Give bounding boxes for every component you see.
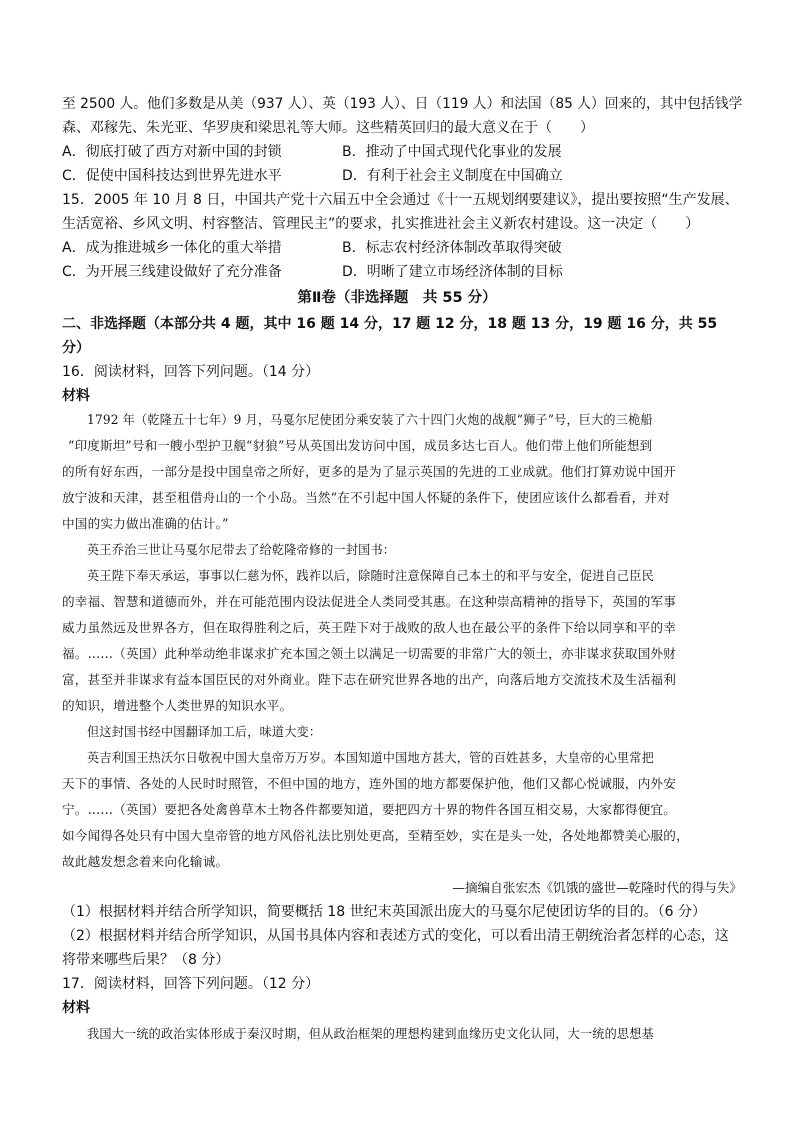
q16-prompt: 16．阅读材料，回答下列问题。（14 分） bbox=[62, 364, 320, 380]
q14-option-b[interactable]: B．推动了中国式现代化事业的发展 bbox=[342, 144, 562, 160]
q16-material-line: 如今闻得各处只有中国大皇帝管的地方风俗礼法比别处更高，至精至妙，实在是头一处，各处地都赞美心服的， bbox=[62, 828, 689, 843]
section-2-header-line-1: 二、非选择题（本部分共 4 题，其中 16 题 14 分，17 题 12 分，18 题 13 分，19 题 16 分，共 55 bbox=[62, 316, 718, 332]
q15-option-a[interactable]: A．成为推进城乡一体化的重大举措 bbox=[62, 240, 282, 256]
q16-material-line: 的知识，增进整个人类世界的知识水平。 bbox=[62, 698, 293, 713]
q16-material-label: 材料 bbox=[62, 388, 90, 404]
q16-subquestion-1: （1）根据材料并结合所学知识，简要概括 18 世纪末英国派出庞大的马戛尔尼使团访华的目的。（6 分） bbox=[62, 904, 706, 920]
q16-material-line: 故此越发想念着来向化输诚。 bbox=[62, 854, 229, 869]
q14-option-d[interactable]: D．有利于社会主义制度在中国确立 bbox=[342, 168, 563, 184]
q14-line-1: 至 2500 人。他们多数是从美（937 人）、英（193 人）、日（119 人）和法国（85 人）回来的，其中包括钱学 bbox=[62, 96, 743, 112]
section-2-title: 第Ⅱ卷（非选择题 共 55 分） bbox=[297, 290, 497, 306]
q14-options-row-2 bbox=[62, 166, 742, 186]
q16-source: —摘编自张宏杰《饥饿的盛世—乾隆时代的得与失》 bbox=[452, 880, 742, 895]
q17-material-label: 材料 bbox=[62, 1000, 90, 1016]
q15-options-row-1 bbox=[62, 238, 742, 258]
q14-line-2: 森、邓稼先、朱光亚、华罗庚和梁思礼等大师。这些精英回归的最大意义在于（ ） bbox=[62, 120, 594, 136]
q16-material-line: 福。……（英国）此种举动绝非谋求扩充本国之领土以满足一切需要的非常广大的领土，亦非谋求获取国外财 bbox=[62, 646, 677, 661]
q16-material-line: 宁。……（英国）要把各处禽兽草木土物各件都要知道，要把四方十界的物件各国互相交易，大家都得便宜。 bbox=[62, 802, 677, 817]
q16-material-line: 中国的实力做出准确的估计。” bbox=[62, 516, 229, 531]
q15-line-1: 15．2005 年 10 月 8 日，中国共产党十六届五中全会通过《十一五规划纲要建议》，提出要按照“生产发展、 bbox=[62, 192, 739, 208]
q16-material-line: 威力虽然远及世界各方，但在取得胜利之后，英王陛下对于战败的敌人也在最公平的条件下给以同享和平的幸 bbox=[62, 620, 677, 635]
q15-options-row-2 bbox=[62, 262, 742, 282]
q15-option-d[interactable]: D．明晰了建立市场经济体制的目标 bbox=[342, 264, 563, 280]
q16-material-line: 的所有好东西，一部分是投中国皇帝之所好，更多的是为了显示英国的先进的工业成就。他们打算劝说中国开 bbox=[62, 464, 677, 479]
section-2-header-line-2: 分） bbox=[62, 340, 90, 356]
q16-material-line: 天下的事情、各处的人民时时照管，不但中国的地方，连外国的地方都要保护他，他们又都心悦诚服，内外安 bbox=[62, 776, 677, 791]
q14-options-row-1 bbox=[62, 142, 742, 162]
q16-material-line: 但这封国书经中国翻译加工后，味道大变： bbox=[87, 724, 322, 739]
q16-material-line: 1792 年（乾隆五十七年）9 月，马戛尔尼使团分乘安装了六十四门火炮的战舰“狮子”号，巨大的三桅船 bbox=[87, 412, 653, 427]
q16-material-line: “印度斯坦”号和一艘小型护卫舰“豺狼”号从英国出发访问中国，成员多达七百人。他们带上他们所能想到 bbox=[68, 438, 653, 453]
q17-material-line: 我国大一统的政治实体形成于秦汉时期，但从政治框架的理想构建到血缘历史文化认同，大一统的思想基 bbox=[87, 1026, 654, 1041]
q16-material-line: 英吉利国王热沃尔日敬祝中国大皇帝万万岁。本国知道中国地方甚大，管的百姓甚多，大皇帝的心里常把 bbox=[87, 750, 654, 765]
q16-material-line: 富，甚至并非谋求有益本国臣民的对外商业。陛下志在研究世界各地的出产，向落后地方交流技术及生活福利 bbox=[62, 672, 677, 687]
q16-material-line: 放宁波和天津，甚至租借舟山的一个小岛。当然“在不引起中国人怀疑的条件下，使团应该什么都看看，并对 bbox=[62, 490, 670, 505]
q16-subquestion-2-line-2: 将带来哪些后果？（8 分） bbox=[62, 952, 230, 968]
q15-line-2: 生活宽裕、乡风文明、村容整洁、管理民主”的要求，扎实推进社会主义新农村建设。这一决定（ ） bbox=[62, 216, 700, 232]
q15-option-b[interactable]: B．标志农村经济体制改革取得突破 bbox=[342, 240, 562, 256]
q16-material-line: 英王乔治三世让马戛尔尼带去了给乾隆帝修的一封国书： bbox=[87, 542, 396, 557]
q17-prompt: 17．阅读材料，回答下列问题。（12 分） bbox=[62, 976, 320, 992]
q16-subquestion-2-line-1: （2）根据材料并结合所学知识，从国书具体内容和表述方式的变化，可以看出清王朝统治者怎样的心态，这 bbox=[62, 928, 729, 944]
q15-option-c[interactable]: C．为开展三线建设做好了充分准备 bbox=[62, 264, 282, 280]
q16-material-line: 的幸福、智慧和道德而外，并在可能范围内设法促进全人类同受其惠。在这种崇高精神的指导下，英国的军事 bbox=[62, 594, 677, 609]
q14-option-c[interactable]: C．促使中国科技达到世界先进水平 bbox=[62, 168, 282, 184]
q14-option-a[interactable]: A．彻底打破了西方对新中国的封锁 bbox=[62, 144, 282, 160]
q16-material-line: 英王陛下奉天承运，事事以仁慈为怀，践祚以后，除随时注意保障自己本土的和平与安全，促进自己臣民 bbox=[87, 568, 654, 583]
